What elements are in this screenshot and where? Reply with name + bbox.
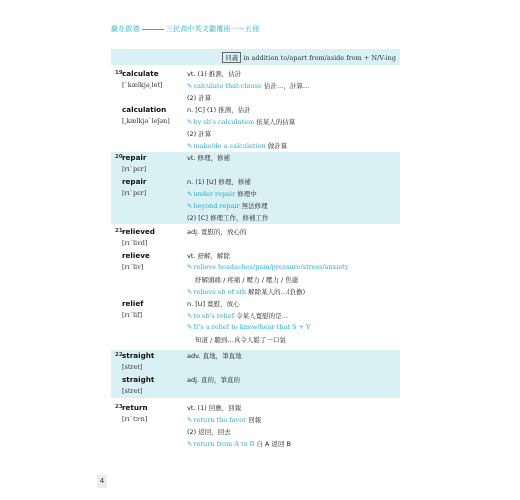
pronunciation: [rɪˋlif] xyxy=(122,311,143,319)
headword: relieved xyxy=(122,227,155,236)
example-english: It's a relief to know/hear that S + V xyxy=(193,323,311,331)
headword: relieve xyxy=(122,251,150,260)
example-phrase xyxy=(187,201,268,210)
example-phrase xyxy=(187,189,257,198)
entry-row xyxy=(111,104,400,116)
entry-row xyxy=(111,438,400,450)
headword: repair xyxy=(122,153,147,162)
pronunciation: [ˋkælkjə͵let] xyxy=(122,81,163,89)
definition: vt. 舒解，解除 xyxy=(187,252,231,260)
entry-row xyxy=(111,200,400,212)
example-english: calculate that-clause xyxy=(193,82,262,90)
example-translation: 回報 xyxy=(248,416,262,424)
synonym-tag: 同義 xyxy=(222,52,241,63)
entry-row xyxy=(111,238,400,250)
pencil-icon: ✎ xyxy=(187,440,193,448)
example-phrase xyxy=(187,81,309,90)
entry-row xyxy=(111,226,400,238)
entry-row xyxy=(111,80,400,92)
vocab-entry xyxy=(111,402,400,450)
headword: straight xyxy=(122,375,155,384)
pencil-icon: ✎ xyxy=(187,312,193,320)
entry-row xyxy=(111,402,400,414)
entry-row xyxy=(111,92,400,104)
entry-row xyxy=(111,140,400,152)
example-translation: 無法修理 xyxy=(241,202,268,210)
pronunciation: [rɪˋtɝn] xyxy=(122,415,148,423)
entry-number: 19. xyxy=(115,70,125,76)
entry-row xyxy=(111,128,400,140)
example-english: relieve sb of sth xyxy=(193,288,247,296)
entry-row xyxy=(111,322,400,334)
example-phrase xyxy=(187,117,295,126)
example-translation: 估計…，計算… xyxy=(263,82,310,90)
headword: relief xyxy=(122,299,144,308)
entry-row xyxy=(111,298,400,310)
pronunciation: [rɪˋlivd] xyxy=(122,239,148,247)
synonym-note-bar xyxy=(111,49,400,65)
entry-row xyxy=(111,374,400,386)
entry-row xyxy=(111,426,400,438)
pronunciation: [rɪˋpɛr] xyxy=(122,189,147,197)
definition: vt. (1) 推測，估計 xyxy=(187,70,242,78)
headword: return xyxy=(122,403,148,412)
synonym-text: in addition to/apart from/aside from + N/V-ing xyxy=(243,54,396,62)
synonym-note xyxy=(222,52,396,63)
header-rule xyxy=(142,29,164,30)
entry-row xyxy=(111,274,400,286)
pronunciation: [͵kælkjəˋleʃən] xyxy=(122,117,170,125)
definition: n. [U] 寬慰，放心 xyxy=(187,300,240,308)
headword: repair xyxy=(122,177,147,186)
definition: vt. (1) 回應，回報 xyxy=(187,404,242,412)
entry-row xyxy=(111,164,400,176)
entry-row xyxy=(111,310,400,322)
entry-row xyxy=(111,212,400,224)
example-english: relieve headaches/pain/pressure/stress/anxiety xyxy=(193,263,349,271)
example-english: to sb's relief xyxy=(193,312,235,320)
entry-row xyxy=(111,350,400,362)
definition: n. [C] (1) 推測，估計 xyxy=(187,106,251,114)
entry-row xyxy=(111,68,400,80)
headword: calculation xyxy=(122,105,167,114)
entry-row xyxy=(111,414,400,426)
pronunciation: [stret] xyxy=(122,387,143,395)
pronunciation: [rɪˋliv] xyxy=(122,263,144,271)
example-translation: 自 A 返回 B xyxy=(256,440,291,448)
page-number: 4 xyxy=(97,475,107,488)
pencil-icon: ✎ xyxy=(187,263,193,271)
example-translation: 知道 / 聽到…真令人鬆了一口氣 xyxy=(195,336,286,344)
entry-number: 22. xyxy=(115,352,125,358)
example-english: return from A to B xyxy=(193,440,255,448)
pencil-icon: ✎ xyxy=(187,190,193,198)
example-translation: 紓解頭痛 / 疼痛 / 壓力 / 壓力 / 焦慮 xyxy=(195,276,299,284)
entry-row xyxy=(111,386,400,398)
entry-row xyxy=(111,262,400,274)
example-english: beyond repair xyxy=(193,202,240,210)
entry-row xyxy=(111,286,400,298)
example-english: make/do a calculation xyxy=(193,142,266,150)
definition: vt. 修理，修補 xyxy=(187,154,231,162)
entry-number: 23. xyxy=(115,404,125,410)
definition: adj. 寬慰的，放心的 xyxy=(187,228,247,236)
header-title: 三民高中英文聽覆冊一～五冊 xyxy=(165,25,260,33)
pencil-icon: ✎ xyxy=(187,202,193,210)
definition: n. (1) [U] 修理，修補 xyxy=(187,178,251,186)
example-translation: 解除某人的…(負擔) xyxy=(248,288,306,296)
definition: adv. 直地，筆直地 xyxy=(187,352,242,360)
example-translation: 依某人的估算 xyxy=(256,118,296,126)
running-header xyxy=(111,24,259,34)
entry-row xyxy=(111,362,400,374)
headword: calculate xyxy=(122,69,159,78)
example-phrase xyxy=(187,141,287,150)
definition: (2) 返回，回去 xyxy=(187,428,231,436)
pencil-icon: ✎ xyxy=(187,323,193,331)
entry-row xyxy=(111,116,400,128)
example-english: under repair xyxy=(193,190,236,198)
headword: straight xyxy=(122,351,155,360)
vocab-entry xyxy=(111,68,400,152)
entry-number: 21. xyxy=(115,228,125,234)
vocab-entry xyxy=(111,152,400,224)
entry-row xyxy=(111,176,400,188)
entry-row xyxy=(111,188,400,200)
definition: (2) 計算 xyxy=(187,130,212,138)
pencil-icon: ✎ xyxy=(187,142,193,150)
example-translation: 修理中 xyxy=(237,190,257,198)
example-translation: 做計算 xyxy=(267,142,288,150)
vocab-entry xyxy=(111,226,400,346)
entry-row xyxy=(111,152,400,164)
entry-number: 20. xyxy=(115,154,125,160)
vocab-entry xyxy=(111,350,400,398)
pencil-icon: ✎ xyxy=(187,416,193,424)
example-english: return the favor xyxy=(193,416,247,424)
example-phrase xyxy=(187,415,261,424)
example-phrase xyxy=(187,287,305,296)
example-english: by sb's calculation xyxy=(193,118,255,126)
example-phrase xyxy=(187,311,288,320)
example-phrase xyxy=(187,323,311,331)
pencil-icon: ✎ xyxy=(187,82,193,90)
example-translation: 令某人寬慰的是… xyxy=(236,312,289,320)
header-series: 贏在啟德 xyxy=(111,25,140,33)
entry-row xyxy=(111,250,400,262)
pencil-icon: ✎ xyxy=(187,288,193,296)
pronunciation: [stret] xyxy=(122,363,143,371)
pencil-icon: ✎ xyxy=(187,118,193,126)
example-phrase xyxy=(187,439,291,448)
example-phrase xyxy=(187,263,348,271)
definition: (2) [C] 修理工作，修補工作 xyxy=(187,214,269,222)
definition: (2) 計算 xyxy=(187,94,212,102)
entry-row xyxy=(111,334,400,346)
pronunciation: [rɪˋpɛr] xyxy=(122,165,147,173)
definition: adj. 直的，筆直的 xyxy=(187,376,241,384)
